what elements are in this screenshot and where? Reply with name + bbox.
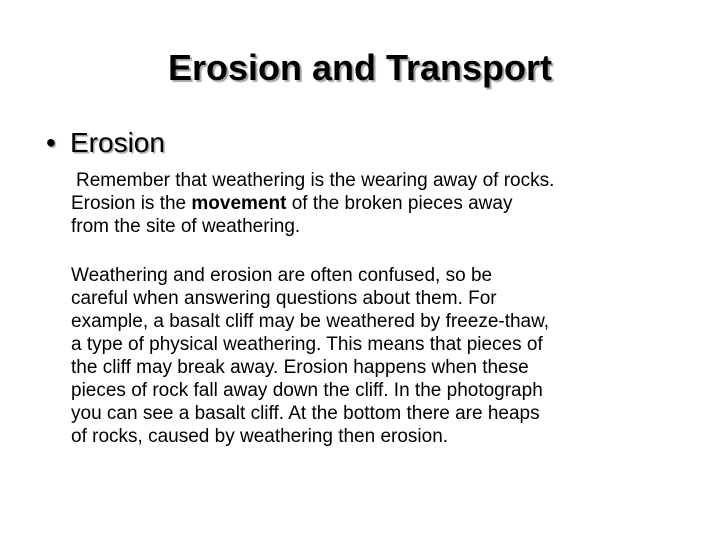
bullet-label: Erosion [70,127,165,158]
emphasis-movement: movement [191,193,287,214]
bullet-dot-icon: • [46,127,56,158]
paragraph-line: example, a basalt cliff may be weathered by freeze-thaw, [71,311,550,332]
bullet-item-erosion [46,124,165,162]
text-run: of the broken pieces away [286,193,513,214]
paragraph-line [71,192,691,215]
paragraph-line: a type of physical weathering. This means that pieces of [71,334,543,355]
definition-paragraph [71,169,691,238]
slide-title: Erosion and Transport [167,47,553,88]
text-run: Erosion is the [71,193,192,214]
explanation-paragraph [71,264,691,448]
paragraph-line: from the site of weathering. [71,216,301,237]
paragraph-line: Weathering and erosion are often confused, so be [71,265,493,286]
paragraph-line: the cliff may break away. Erosion happens when these [71,357,529,378]
paragraph-line: Remember that weathering is the wearing away of rocks. [76,170,555,191]
paragraph-line: of rocks, caused by weathering then erosion. [71,426,449,447]
paragraph-line: you can see a basalt cliff. At the bottom there are heaps [71,403,540,424]
paragraph-line: careful when answering questions about them. For [71,288,497,309]
paragraph-line: pieces of rock fall away down the cliff. In the photograph [71,380,543,401]
